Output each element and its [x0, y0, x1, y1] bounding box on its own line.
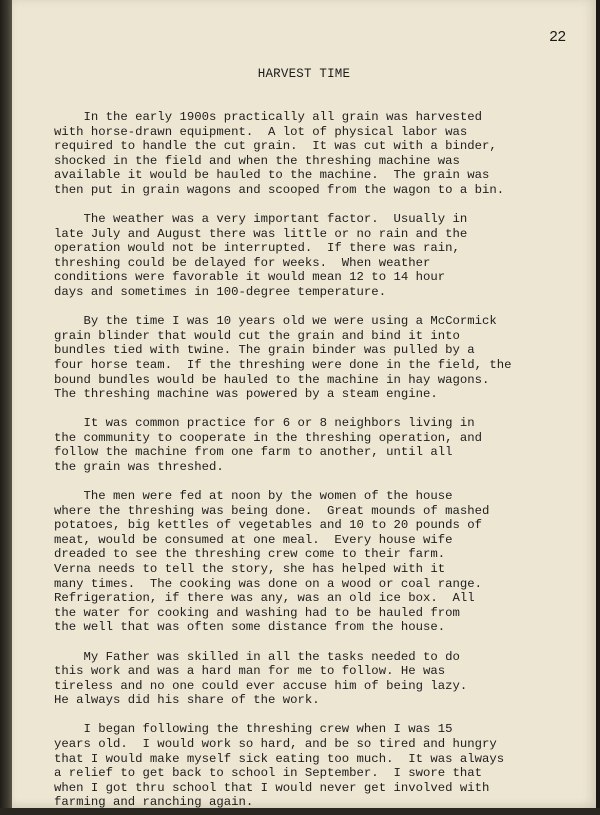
page-number: 22 — [549, 28, 566, 45]
text-line: available it would be hauled to the machine. The grain was — [54, 168, 490, 183]
text-line: The men were fed at noon by the women of the house — [54, 489, 453, 504]
text-line: follow the machine from one farm to another, until all — [54, 445, 453, 460]
text-line: that I would make myself sick eating too much. It was always — [54, 751, 505, 766]
text-line: I began following the threshing crew when I was 15 — [54, 722, 453, 737]
text-line: the well that was often some distance from the house. — [54, 620, 446, 635]
text-line: The weather was a very important factor. Usually in — [54, 212, 468, 227]
text-line: a relief to get back to school in September. I swore that — [54, 766, 483, 781]
text-line: when I got thru school that I would never get involved with — [54, 780, 490, 795]
text-line: dreaded to see the threshing crew come to their farm. — [54, 547, 446, 562]
binding-shadow — [0, 0, 12, 815]
text-line: Refrigeration, if there was any, was an old ice box. All — [54, 591, 475, 606]
text-line: He always did his share of the work. — [54, 693, 320, 708]
text-line: days and sometimes in 100-degree temperature. — [54, 285, 387, 300]
text-line: Verna needs to tell the story, she has helped with it — [54, 562, 446, 577]
text-line: It was common practice for 6 or 8 neighbors living in — [54, 416, 475, 431]
paragraph — [54, 110, 574, 198]
paragraph — [54, 650, 574, 708]
paragraph — [54, 722, 574, 808]
text-line: meat, would be consumed at one meal. Every house wife — [54, 532, 453, 547]
text-line: this work and was a hard man for me to follow. He was — [54, 664, 446, 679]
body-text — [54, 110, 574, 808]
text-line: where the threshing was being done. Great mounds of mashed — [54, 503, 490, 518]
text-line: late July and August there was little or no rain and the — [54, 226, 468, 241]
paragraph — [54, 489, 574, 635]
text-line: My Father was skilled in all the tasks needed to do — [54, 649, 460, 664]
text-line: operation would not be interrupted. If there was rain, — [54, 241, 460, 256]
text-line: required to handle the cut grain. It was cut with a binder, — [54, 139, 497, 154]
text-line: grain blinder that would cut the grain and bind it into — [54, 328, 460, 343]
text-line: then put in grain wagons and scooped from the wagon to a bin. — [54, 182, 505, 197]
text-line: threshing could be delayed for weeks. When weather — [54, 255, 431, 270]
paragraph — [54, 212, 574, 300]
text-line: bound bundles would be hauled to the machine in hay wagons. — [54, 372, 490, 387]
text-line: By the time I was 10 years old we were using a McCormick — [54, 314, 497, 329]
document-page — [12, 0, 596, 808]
text-line: conditions were favorable it would mean 12 to 14 hour — [54, 270, 446, 285]
text-line: bundles tied with twine. The grain binder was pulled by a — [54, 343, 475, 358]
text-line: In the early 1900s practically all grain was harvested — [54, 110, 483, 124]
page-edge-bottom — [0, 808, 600, 815]
text-line: with horse-drawn equipment. A lot of physical labor was — [54, 124, 468, 139]
page-edge-right — [596, 0, 600, 815]
text-line: many times. The cooking was done on a wood or coal range. — [54, 576, 483, 591]
text-line: farming and ranching again. — [54, 795, 254, 808]
page-title: HARVEST TIME — [257, 67, 351, 81]
text-line: four horse team. If the threshing were done in the field, the — [54, 357, 512, 372]
text-line: the community to cooperate in the threshing operation, and — [54, 430, 483, 445]
text-line: shocked in the field and when the threshing machine was — [54, 153, 460, 168]
text-line: tireless and no one could ever accuse him of being lazy. — [54, 678, 468, 693]
text-line: The threshing machine was powered by a steam engine. — [54, 387, 438, 402]
text-line: the water for cooking and washing had to be hauled from — [54, 605, 460, 620]
paragraph — [54, 416, 574, 474]
text-line: potatoes, big kettles of vegetables and 10 to 20 pounds of — [54, 518, 483, 533]
text-line: years old. I would work so hard, and be so tired and hungry — [54, 736, 497, 751]
paragraph — [54, 314, 574, 402]
text-line: the grain was threshed. — [54, 459, 224, 474]
